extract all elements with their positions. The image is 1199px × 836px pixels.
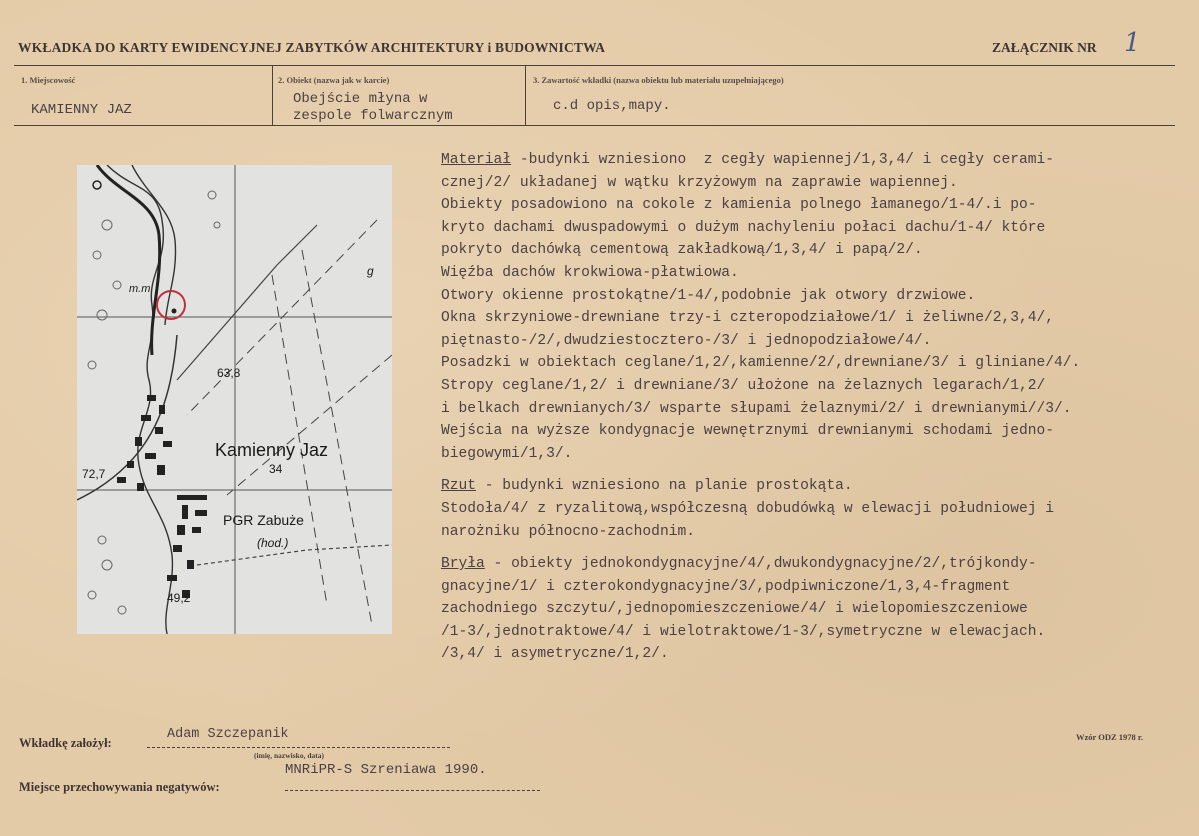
body-line: [441, 217, 1191, 240]
body-line: [441, 352, 1191, 375]
founder-label: Wkładkę założył:: [19, 736, 112, 750]
body-line: [441, 285, 1191, 308]
storage-value: MNRiPR-S Szreniawa 1990.: [285, 762, 487, 778]
body-line-text: Obiekty posadowiono na cokole z kamienia polnego łamanego/1-4/.i po-: [441, 197, 1037, 214]
form-code: Wzór ODZ 1978 r.: [1076, 732, 1144, 742]
section-heading: Materiał: [441, 152, 512, 168]
body-line: [441, 521, 1191, 544]
body-line-text: biegowymi/1,3/.: [441, 445, 573, 462]
body-line-text: gnacyjne/1/ i czterokondygnacyjne/3/,podpiwniczone/1,3,4-fragment: [441, 578, 1011, 595]
field-divider-1: [272, 66, 273, 125]
body-line: [441, 262, 1191, 285]
map-drawing: [77, 165, 392, 634]
map-label-height-1: 63,8: [217, 366, 241, 380]
body-line: [441, 643, 1191, 666]
body-line-text: Posadzki w obiektach ceglane/1,2/,kamienne/2/,drewniane/3/ i gliniane/4/.: [441, 355, 1081, 372]
map-label-number: 34: [269, 462, 283, 476]
locality-value: KAMIENNY JAZ: [31, 102, 132, 118]
body-line: [441, 398, 1191, 421]
founder-dotted-line: [147, 747, 450, 748]
body-line-text: cznej/2/ układanej w wątku krzyżowym na zaprawie wapiennej.: [441, 174, 958, 191]
body-line-text: Więźba dachów krokwiowa-płatwiowa.: [441, 264, 739, 281]
body-line: [441, 375, 1191, 398]
body-line: [441, 598, 1191, 621]
map-label-hod: (hod.): [257, 536, 289, 550]
body-line: [441, 194, 1191, 217]
body-line: [441, 330, 1191, 353]
storage-dotted-line: [285, 790, 540, 791]
body-line: [441, 475, 1191, 498]
body-line-text: Stodoła/4/ z ryzalitową,współczesną dobudówką w elewacji południowej i: [441, 500, 1055, 517]
body-line: [441, 553, 1191, 576]
section-heading: Bryła: [441, 556, 485, 573]
map-label-farm: PGR Zabuże: [223, 512, 304, 528]
section-heading: Rzut: [441, 478, 477, 495]
body-line: [441, 172, 1191, 195]
body-line-text: - budynki wzniesiono na planie prostokąta.: [476, 478, 853, 495]
body-line: [441, 576, 1191, 599]
body-line: [441, 621, 1191, 644]
object-label: 2. Obiekt (nazwa jak w karcie): [278, 75, 390, 85]
description-text: [441, 149, 1191, 666]
storage-label: Miejsce przechowywania negatywów:: [19, 780, 220, 794]
map-label-village: Kamienny Jaz: [215, 440, 329, 460]
body-line: [441, 149, 1191, 172]
body-line: [441, 443, 1191, 466]
body-line-text: kryto dachami dwuspadowymi o dużym nachyleniu połaci dachu/1-4/ które: [441, 219, 1046, 236]
body-line-text: i belkach drewnianych/3/ wsparte słupami żelaznymi/2/ i drewnianymi//3/.: [441, 400, 1072, 417]
fields-bottom-rule: [14, 125, 1175, 126]
form-title: WKŁADKA DO KARTY EWIDENCYJNEJ ZABYTKÓW ARCHITEKTURY i BUDOWNICTWA: [18, 40, 606, 55]
body-line-text: piętnasto-/2/,dwudziestoczterо-/3/ i jednopodziałowe/4/.: [441, 332, 932, 349]
contents-label: 3. Zawartość wkładki (nazwa obiektu lub materiału uzupełniającego): [533, 75, 784, 85]
annex-number: 1: [1124, 28, 1141, 58]
body-line-text: -budynki wzniesiono z cegły wapiennej/1,3,4/ i cegły cerami-: [511, 152, 1055, 168]
contents-value: c.d opis,mapy.: [553, 98, 671, 114]
object-value-line-2: zespole folwarcznym: [293, 108, 453, 124]
map-label-mill: m.m: [129, 283, 151, 295]
object-value-line-1: Obejście młyna w: [293, 91, 428, 107]
body-line-text: Stropy ceglane/1,2/ i drewniane/3/ ułożone na żelaznych legarach/1,2/: [441, 377, 1046, 394]
field-divider-2: [525, 66, 526, 125]
body-line-text: Okna skrzyniowe-drewniane trzy-i czteropodziałowe/1/ i żeliwne/2,3,4/,: [441, 310, 1055, 327]
body-line-text: Otwory okienne prostokątne/1-4/,podobnie jak otwory drzwiowe.: [441, 287, 976, 304]
body-line: [441, 239, 1191, 262]
header-rule: [14, 65, 1175, 66]
location-map: [77, 165, 392, 634]
body-line-text: /3,4/ i asymetryczne/1,2/.: [441, 646, 669, 663]
body-line: [441, 307, 1191, 330]
body-line-text: Wejścia na wyższe kondygnacje wewnętrznymi drewnianymi schodami jedno-: [441, 423, 1055, 440]
body-line-text: pokryto dachówką cementową zakładkową/1,3,4/ i papą/2/.: [441, 242, 923, 259]
body-line: [441, 420, 1191, 443]
body-line: [441, 498, 1191, 521]
annex-label: ZAŁĄCZNIK NR: [992, 40, 1097, 55]
body-line-text: - obiekty jednokondygnacyjne/4/,dwukondygnacyjne/2/,trójkondy-: [484, 556, 1037, 573]
map-label-height-2: 72,7: [82, 467, 106, 481]
body-line-text: /1-3/,jednotraktowe/4/ i wielotraktowe/1-3/,symetryczne w elewacjach.: [441, 623, 1046, 640]
map-label-height-3: 49,2: [167, 591, 191, 605]
map-label-g: g: [367, 264, 374, 278]
locality-label: 1. Miejscowość: [21, 75, 76, 85]
body-line-text: zachodniego szczytu/,jednopomieszczeniowe/4/ i wielopomieszczeniowe: [441, 601, 1028, 618]
founder-hint: (imię, nazwisko, data): [254, 751, 324, 760]
founder-value: Adam Szczepanik: [167, 727, 289, 742]
body-line-text: narożniku północno-zachodnim.: [441, 523, 695, 540]
